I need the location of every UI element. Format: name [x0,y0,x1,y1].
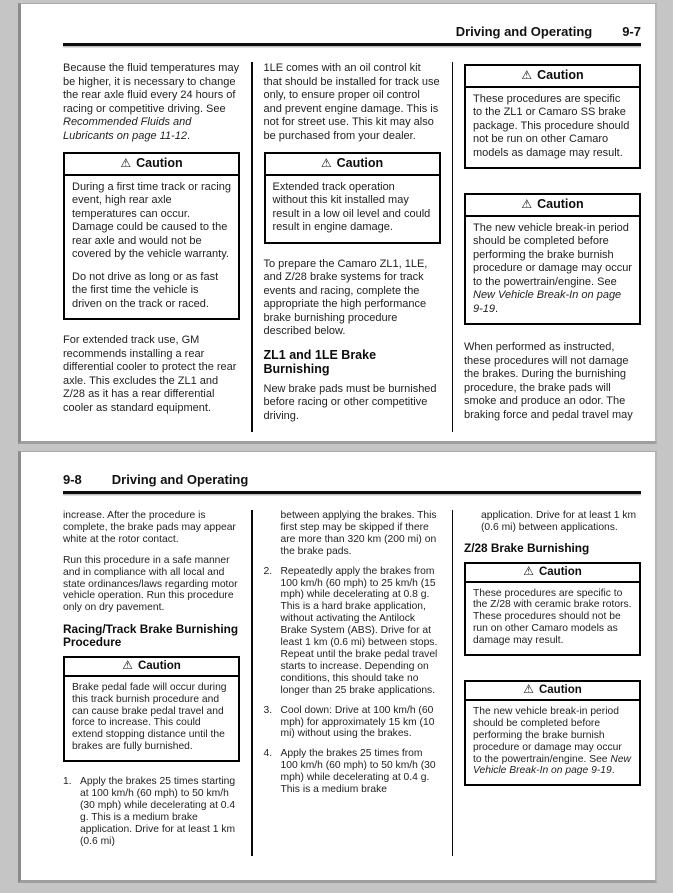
list-item-text: Apply the brakes 25 times starting at 100 km/h (60 mph) to 50 km/h (30 mph) while decelerating at 0.4 g. This is a medium brake application. Drive for at least 1 km (0.6 mi) [80,776,236,847]
caution-box-z28-specific [464,562,641,656]
paragraph-text: Because the fluid temperatures may be higher, it is necessary to change the rear axle fluid every 24 hours of racing or competitive driving. See [63,62,240,115]
heading-racing-track-brake-burnishing: Racing/Track Brake Burnishing Procedure [63,622,239,650]
caution-box-brake-pedal-fade [63,656,240,762]
page-9-8-column-1 [63,510,240,856]
paragraph-increase-continuation: increase. After the procedure is complete, the brake pads may appear white at the rotor contact. [63,510,236,545]
caution-paragraph: Extended track operation without this kit installed may result in a low oil level and could result in engine damage. [272,180,431,233]
list-item-3 [264,705,441,741]
header-spacer [82,472,112,487]
warning-triangle-icon: ⚠ [521,197,533,211]
cross-reference-new-vehicle-break-in: New Vehicle Break-In on page 9-19 [473,753,631,777]
caution-header [266,154,439,176]
paragraph-differential-cooler: For extended track use, GM recommends installing a rear differential cooler to protect the rear axle. This excludes the ZL1 and Z/28 as it has a rear differential cooler as standard equipment. [63,334,237,414]
caution-header [466,195,639,217]
caution-box-break-in-period [464,193,641,325]
cross-reference-fluids-lubricants: Recommended Fluids and Lubricants on page 11-12 [63,116,192,142]
page-number: 9-7 [622,24,641,39]
cross-reference-new-vehicle-break-in: New Vehicle Break-In on page 9-19 [473,289,622,315]
list-item-2 [264,566,441,697]
caution-title: Caution [537,197,584,211]
caution-header [466,564,639,583]
caution-title: Caution [538,565,582,578]
paragraph-fluid-temperatures [63,62,240,143]
caution-body [466,88,639,168]
caution-body [65,677,238,760]
caution-title: Caution [137,659,181,672]
header-rule [63,43,641,46]
page-9-7-column-1 [63,62,240,432]
caution-box-extended-track [264,152,441,244]
heading-z28-brake-burnishing: Z/28 Brake Burnishing [464,540,590,555]
list-number: 3. [263,704,273,716]
caution-paragraph: These procedures are specific to the Z/28 with ceramic brake rotors. These procedures should not be run on other Camaro models as damage may result. [473,587,632,647]
caution-title: Caution [336,156,384,170]
page-9-7-columns [63,62,641,432]
caution-header [65,658,238,677]
list-number: 1. [63,776,72,788]
list-item-4 [264,748,441,796]
list-number: 2. [263,565,273,577]
header-spacer [592,24,622,39]
page-9-8-column-3 [464,510,641,856]
page-9-8-column-2 [264,510,441,856]
list-item-4-continuation: application. Drive for at least 1 km (0.6 mi) between applications. [481,510,637,533]
caution-header [65,154,238,176]
caution-paragraph: These procedures are specific to the ZL1 or Camaro SS brake package. This procedure should not be run on other Camaro models as damage may result. [473,92,630,159]
paragraph-text: . [186,129,191,142]
column-divider [452,510,454,856]
caution-title: Caution [537,68,584,82]
warning-triangle-icon: ⚠ [523,563,534,578]
caution-text: . [611,765,615,777]
paragraph-run-procedure-safely: Run this procedure in a safe manner and in compliance with all local and state ordinances/laws regarding motor vehicle operation. Run this procedure only on dry pavement. [63,554,238,614]
list-item-1 [63,776,240,847]
caution-box-break-in-period-2 [464,680,641,786]
caution-box-zl1-ss-specific [464,64,641,169]
paragraph-oil-control-kit: 1LE comes with an oil control kit that should be installed for track use only, to ensure proper oil control and prevent engine damage. This is not for street use. This kit may also be purchased from your dealer. [263,62,440,142]
paragraph-new-brake-pads: New brake pads must be burnished before racing or other competitive driving. [263,382,437,422]
page-9-7-header [63,24,641,39]
caution-body [65,176,238,319]
caution-body [466,217,639,324]
warning-triangle-icon: ⚠ [523,682,534,697]
caution-box-first-track [63,152,240,320]
caution-body [266,176,439,242]
caution-text: The new vehicle break-in period should be completed before performing the brake burnish procedure or damage may occur to the powertrain/engine. See [473,221,632,288]
warning-triangle-icon: ⚠ [320,156,332,170]
manual-page-9-8 [18,451,657,883]
caution-body [466,701,639,784]
list-number: 4. [263,748,273,760]
caution-paragraph [473,706,632,777]
paragraph-when-performed: When performed as instructed, these procedures will not damage the brakes. During the burnishing procedure, the brake pads will smoke and produce an odor. The braking force and pedal travel may [464,341,633,421]
caution-body [466,583,639,655]
warning-triangle-icon: ⚠ [122,657,133,672]
page-header-title: Driving and Operating [111,472,249,487]
caution-text: The new vehicle break-in period should be completed before performing the brake burnish procedure or damage may occur to the powertrain/engine. See [473,705,622,765]
paragraph-prepare-brakes: To prepare the Camaro ZL1, 1LE, and Z/28 brake systems for track events and racing, complete the appropriate the high performance brake burnishing procedure described below. [263,257,428,337]
list-item-text: Apply the brakes 25 times from 100 km/h (60 mph) to 50 km/h (30 mph) while decelerating at 0.4 g. This is a medium brake [280,748,436,796]
page-9-7-column-3 [464,62,641,432]
warning-triangle-icon: ⚠ [521,68,533,82]
caution-text: . [495,302,499,315]
page-header-title: Driving and Operating [455,24,593,39]
column-divider [251,510,253,856]
header-rule [63,491,641,494]
column-divider [251,62,253,432]
caution-title: Caution [136,156,183,170]
column-divider [452,62,454,432]
list-item-text: Repeatedly apply the brakes from 100 km/h (60 mph) to 25 km/h (15 mph) while decelerating at 0.8 g. This is a hard brake application, without activating the Antilock Brake System (ABS). Drive for at least 1 km (0.6 mi) between stops. Repeat until the brake pedal travel starts to increase. Depending on conditions, this should take no longer than 25 brake applications. [280,565,438,696]
manual-page-9-7 [18,3,657,444]
page-9-7-column-2 [264,62,441,432]
list-item-1-continuation: between applying the brakes. This first step may be skipped if there are more than 320 km (200 mi) on the brake pads. [280,510,437,557]
caution-title: Caution [538,684,582,697]
page-9-8-header [63,472,641,487]
heading-zl1-1le-brake-burnishing: ZL1 and 1LE Brake Burnishing [263,347,377,376]
caution-paragraph: Do not drive as long or as fast the first time the vehicle is driven on the track or raced. [72,270,219,310]
caution-paragraph: Brake pedal fade will occur during this track burnish procedure and can cause brake pedal travel and force to increase. This could extend stopping distance until the brakes are fully burnished. [72,681,227,753]
caution-header [466,66,639,88]
caution-paragraph [473,222,632,317]
warning-triangle-icon: ⚠ [120,156,132,170]
page-number: 9-8 [63,472,82,487]
caution-header [466,682,639,701]
caution-paragraph: During a first time track or racing event, high rear axle temperatures can occur. Damage could be caused to the rear axle and would not be covered by the vehicle warranty. [72,180,231,260]
page-9-8-columns [63,510,641,856]
list-item-text: Cool down: Drive at 100 km/h (60 mph) for approximately 15 km (10 mi) without using the brakes. [280,704,435,740]
